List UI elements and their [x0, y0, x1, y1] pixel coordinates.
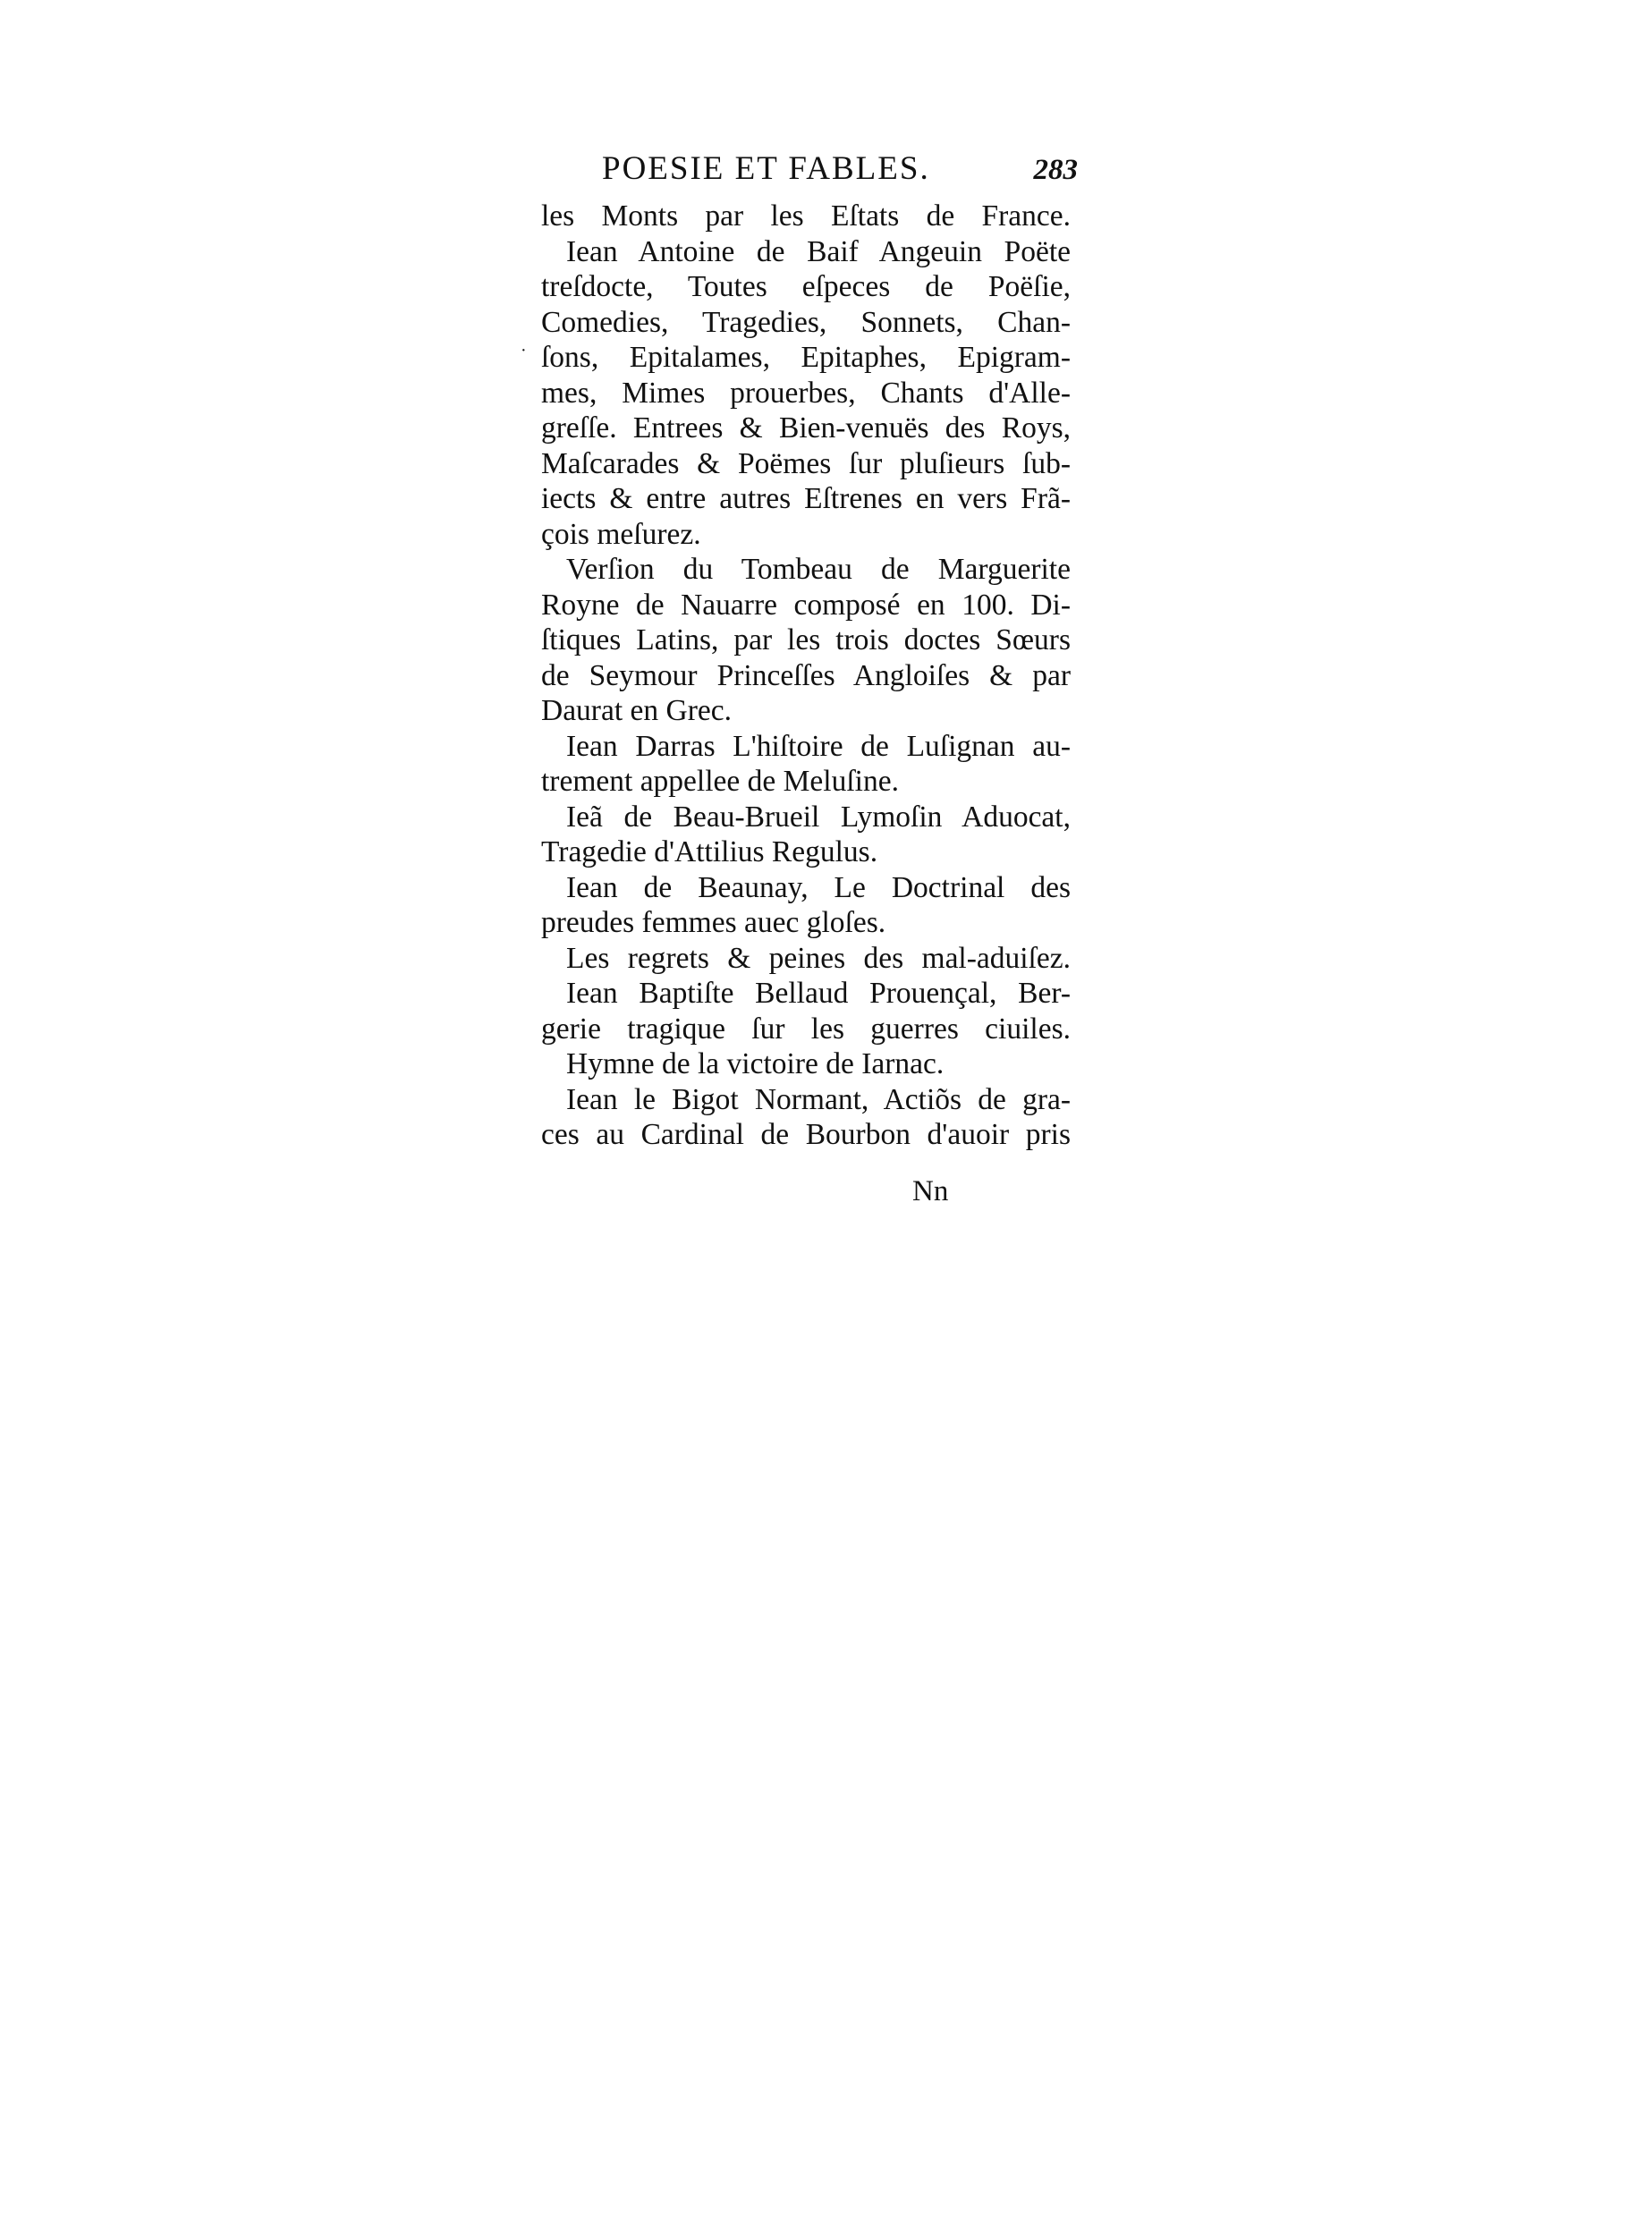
text-line: ces au Cardinal de Bourbon d'auoir pris: [541, 1118, 1071, 1151]
text-line: Hymne de la victoire de Iarnac.: [566, 1047, 945, 1080]
text-line: Maſcarades & Poëmes ſur pluſieurs ſub-: [541, 446, 1071, 480]
text-line: çois meſurez.: [541, 517, 701, 551]
margin-mark: ·: [521, 341, 527, 360]
page-header: [602, 152, 1078, 199]
text-line: Daurat en Grec.: [541, 694, 732, 727]
text-line: Tragedie d'Attilius Regulus.: [541, 835, 878, 868]
text-line: Iean Antoine de Baif Angeuin Poëte: [566, 234, 1071, 268]
text-line: trement appellee de Meluſine.: [541, 765, 899, 798]
text-line: Iean Darras L'hiſtoire de Luſignan au-: [566, 729, 1071, 763]
text-line: Iean le Bigot Normant, Actiõs de gra-: [566, 1082, 1071, 1116]
text-line: Ieã de Beau-Brueil Lymoſin Aduocat,: [566, 800, 1071, 834]
page-number: 283: [1033, 154, 1078, 186]
text-line: greſſe. Entrees & Bien-venuës des Roys,: [541, 411, 1071, 445]
text-block: [541, 152, 1078, 1153]
text-line: ſtiques Latins, par les trois doctes Sœurs: [541, 623, 1071, 656]
text-line: les Monts par les Eſtats de France.: [541, 199, 1071, 233]
text-line: mes, Mimes prouerbes, Chants d'Alle-: [541, 376, 1071, 410]
text-line: Les regrets & peines des mal-aduiſez.: [566, 941, 1071, 975]
text-line: ſons, Epitalames, Epitaphes, Epigram-: [541, 341, 1071, 374]
text-line: gerie tragique ſur les guerres ciuiles.: [541, 1012, 1071, 1046]
text-line: treſdocte, Toutes eſpeces de Poëſie,: [541, 270, 1071, 303]
text-line: Royne de Nauarre composé en 100. Di-: [541, 588, 1071, 622]
text-line: preudes femmes auec gloſes.: [541, 906, 886, 939]
text-line: de Seymour Princeſſes Angloiſes & par: [541, 658, 1071, 692]
text-line: Verſion du Tombeau de Marguerite: [566, 553, 1071, 586]
signature-mark: Nn: [912, 1175, 949, 1207]
running-head: POESIE ET FABLES.: [602, 150, 930, 187]
text-line: Iean de Beaunay, Le Doctrinal des: [566, 870, 1071, 904]
text-line: iects & entre autres Eſtrenes en vers Frã-: [541, 482, 1071, 515]
text-line: Iean Baptiſte Bellaud Prouençal, Ber-: [566, 977, 1071, 1010]
text-line: Comedies, Tragedies, Sonnets, Chan-: [541, 305, 1071, 339]
